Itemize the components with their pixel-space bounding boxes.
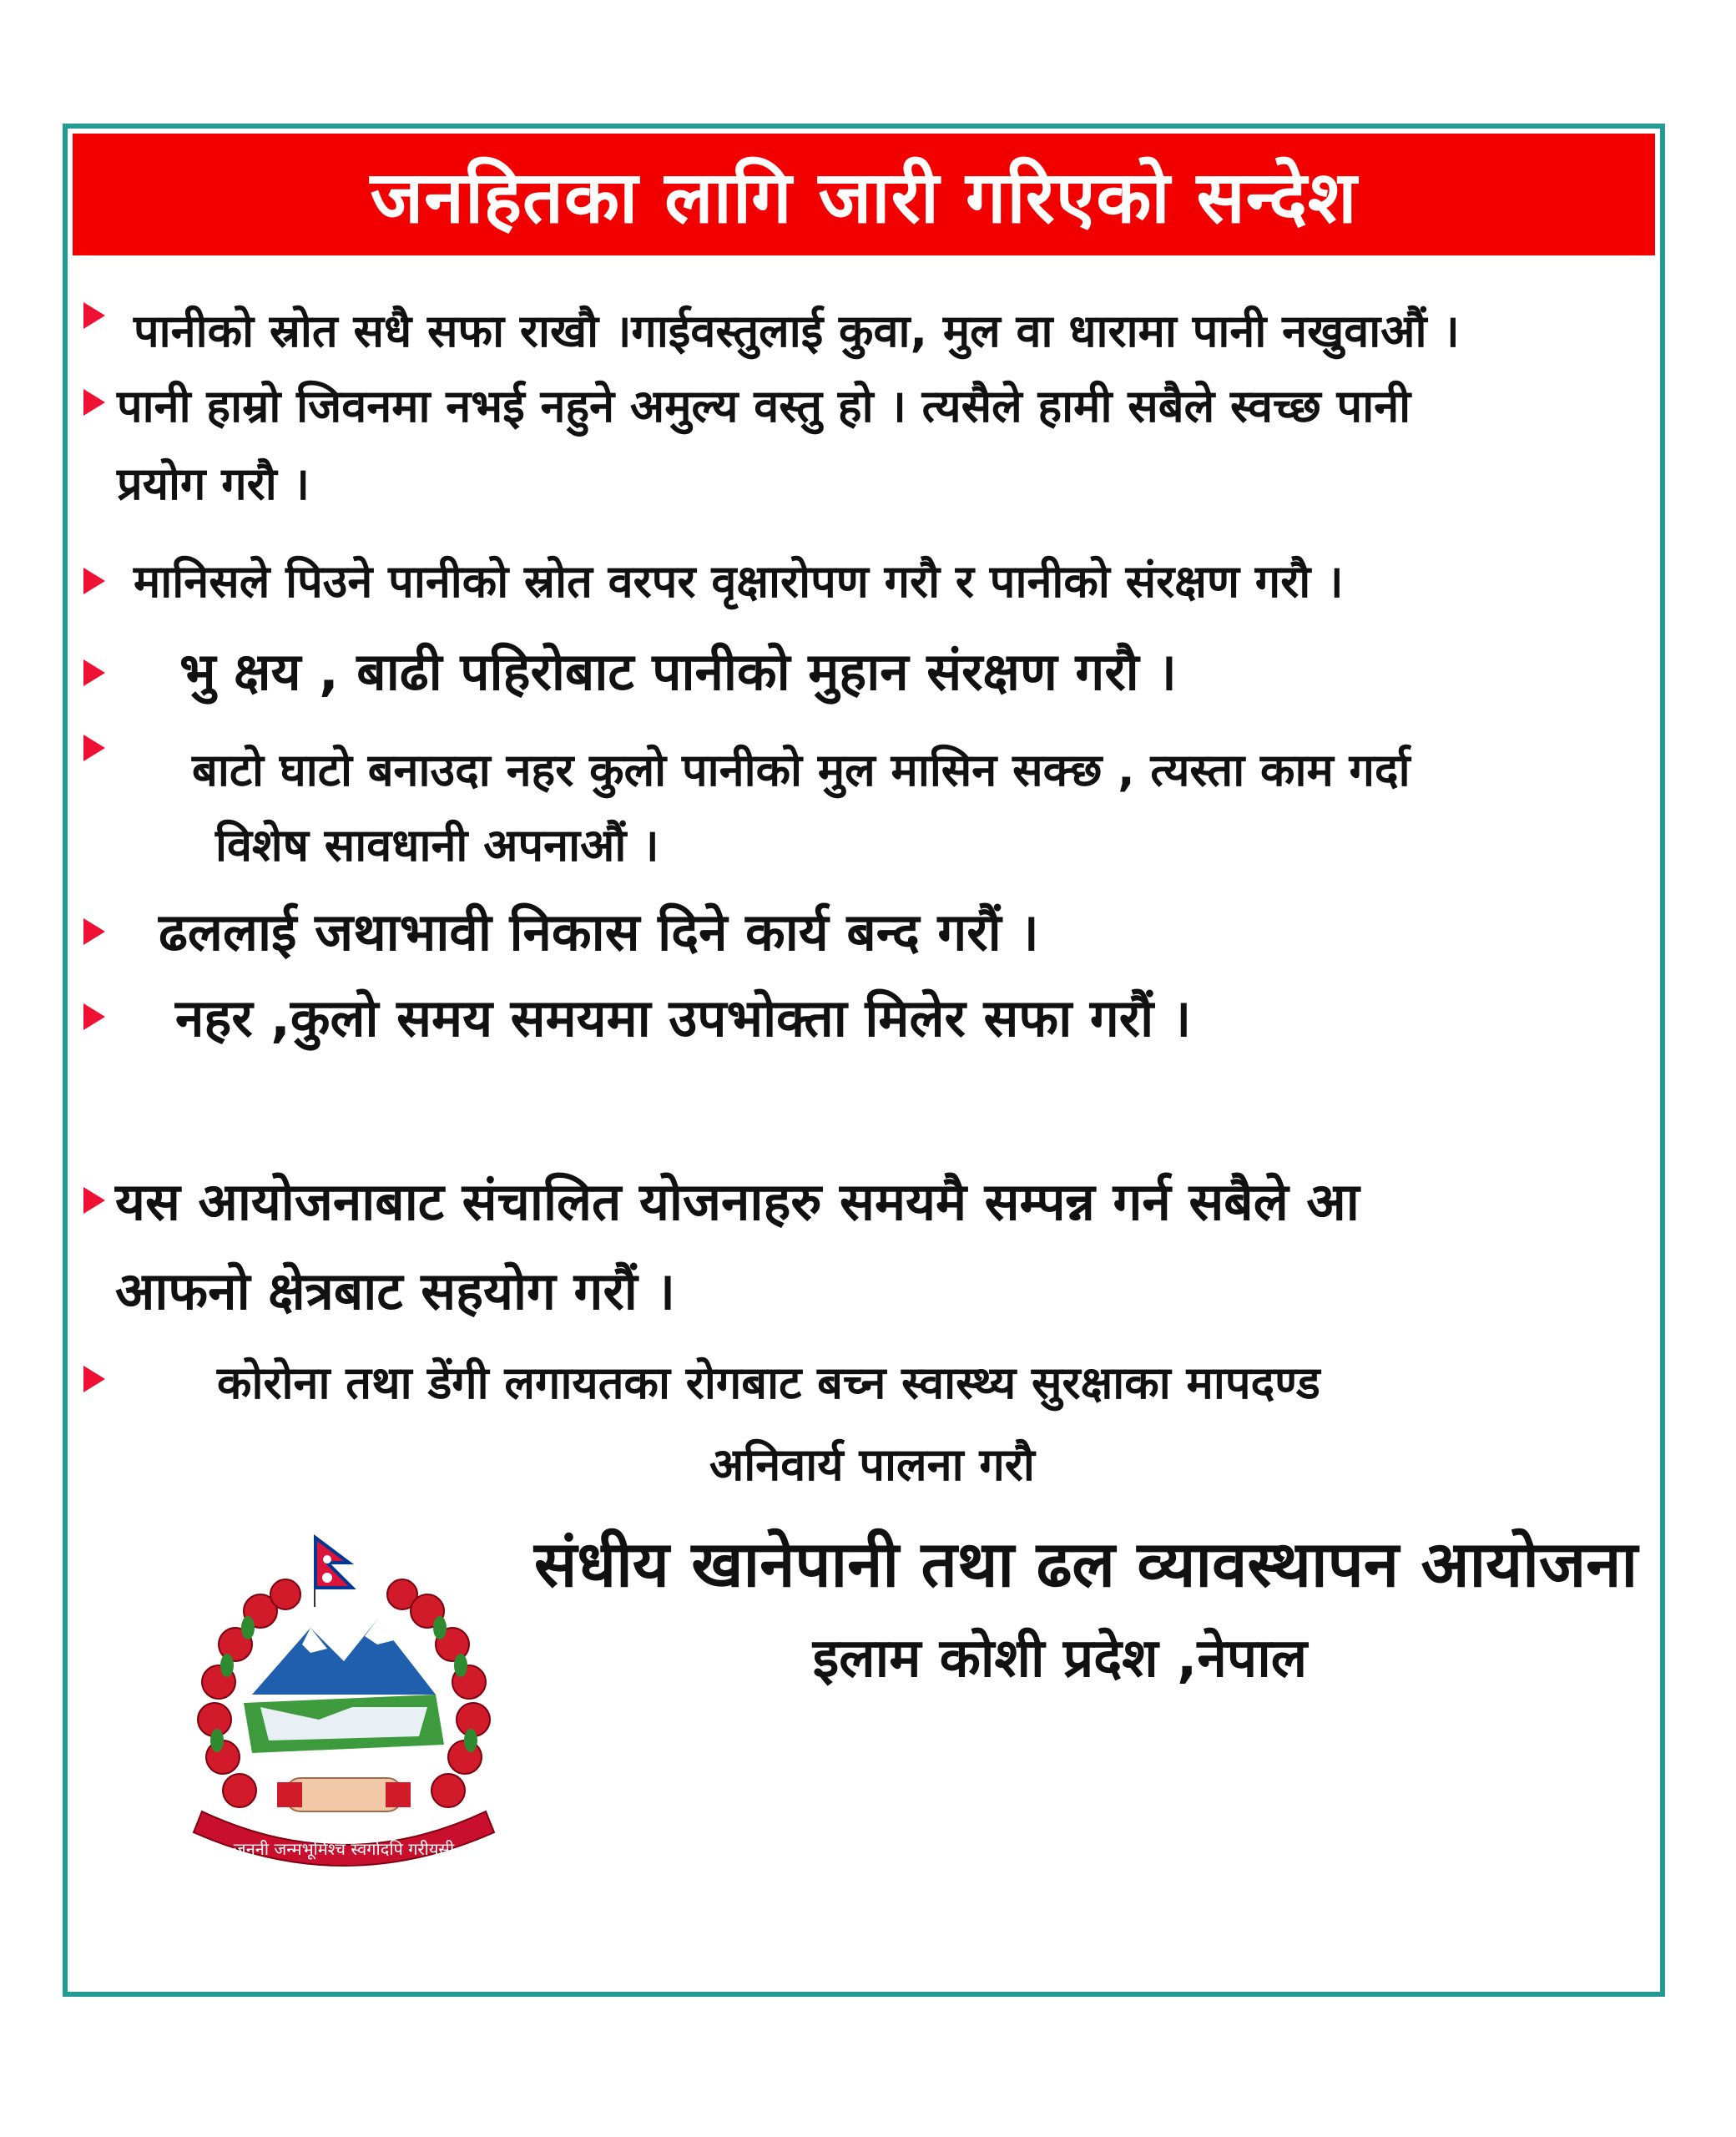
emblem-motto: जननी जन्मभूमिश्च स्वर्गादपि गरीयसी <box>233 1839 455 1859</box>
bullet-triangle-icon <box>83 1003 105 1030</box>
bullet-triangle-icon <box>83 302 105 329</box>
message-line: नहर ,कुलो समय समयमा उपभोक्ता मिलेर सफा गरौं । <box>175 988 1192 1048</box>
message-line: अनिवार्य पालना गरौ <box>709 1438 1035 1491</box>
notice-title-banner <box>73 134 1655 255</box>
nepal-emblem-icon <box>185 1528 502 1895</box>
organization-address: इलाम कोशी प्रदेश ,नेपाल <box>812 1628 1308 1690</box>
message-line: प्रयोग गरौ । <box>117 457 310 510</box>
message-line: ढललाई जथाभावी निकास दिने कार्य बन्द गरौं । <box>159 902 1039 962</box>
nepal-flag-icon <box>315 1538 352 1607</box>
message-line: पानी हाम्रो जिवनमा नभई नहुने अमुल्य वस्तु हो । त्यसैले हामी सबैले स्वच्छ पानी <box>117 380 1411 432</box>
notice-title: जनहितका लागि जारी गरिएको सन्देश <box>370 155 1358 240</box>
bullet-triangle-icon <box>83 735 105 761</box>
bullet-triangle-icon <box>83 1187 105 1214</box>
message-line: आफनो क्षेत्रबाट सहयोग गरौं । <box>115 1260 675 1321</box>
organization-name: संधीय खानेपानी तथा ढल व्यावस्थापन आयोजना <box>534 1527 1638 1601</box>
bullet-triangle-icon <box>83 918 105 945</box>
message-line: विशेष सावधानी अपनाऔं । <box>215 819 659 871</box>
bullet-triangle-icon <box>83 1366 105 1392</box>
motto-ribbon <box>194 1811 494 1866</box>
message-line: बाटो घाटो बनाउदा नहर कुलो पानीको मुल मासिन सक्छ , त्यस्ता काम गर्दा <box>192 744 1410 796</box>
mountain-icon <box>244 1619 444 1753</box>
message-line: यस आयोजनाबाट संचालित योजनाहरु समयमै सम्पन्न गर्न सबैले आ <box>115 1171 1360 1232</box>
bullet-triangle-icon <box>83 568 105 594</box>
message-line: कोरोना तथा डेंगी लगायतका रोगबाट बच्न स्वास्थ्य सुरक्षाका मापदण्ड <box>217 1356 1320 1409</box>
bullet-triangle-icon <box>83 659 105 686</box>
handshake-icon <box>277 1778 411 1811</box>
message-line: भु क्षय , बाढी पहिरोबाट पानीको मुहान संरक्षण गरौ । <box>179 641 1177 702</box>
message-line: मानिसले पिउने पानीको स्रोत वरपर वृक्षारोपण गरौ र पानीको संरक्षण गरौ । <box>134 555 1344 608</box>
bullet-triangle-icon <box>83 389 105 416</box>
message-line: पानीको स्रोत सधै सफा राखौ ।गाईवस्तुलाई कुवा, मुल वा धारामा पानी नखुवाऔं । <box>134 305 1460 357</box>
